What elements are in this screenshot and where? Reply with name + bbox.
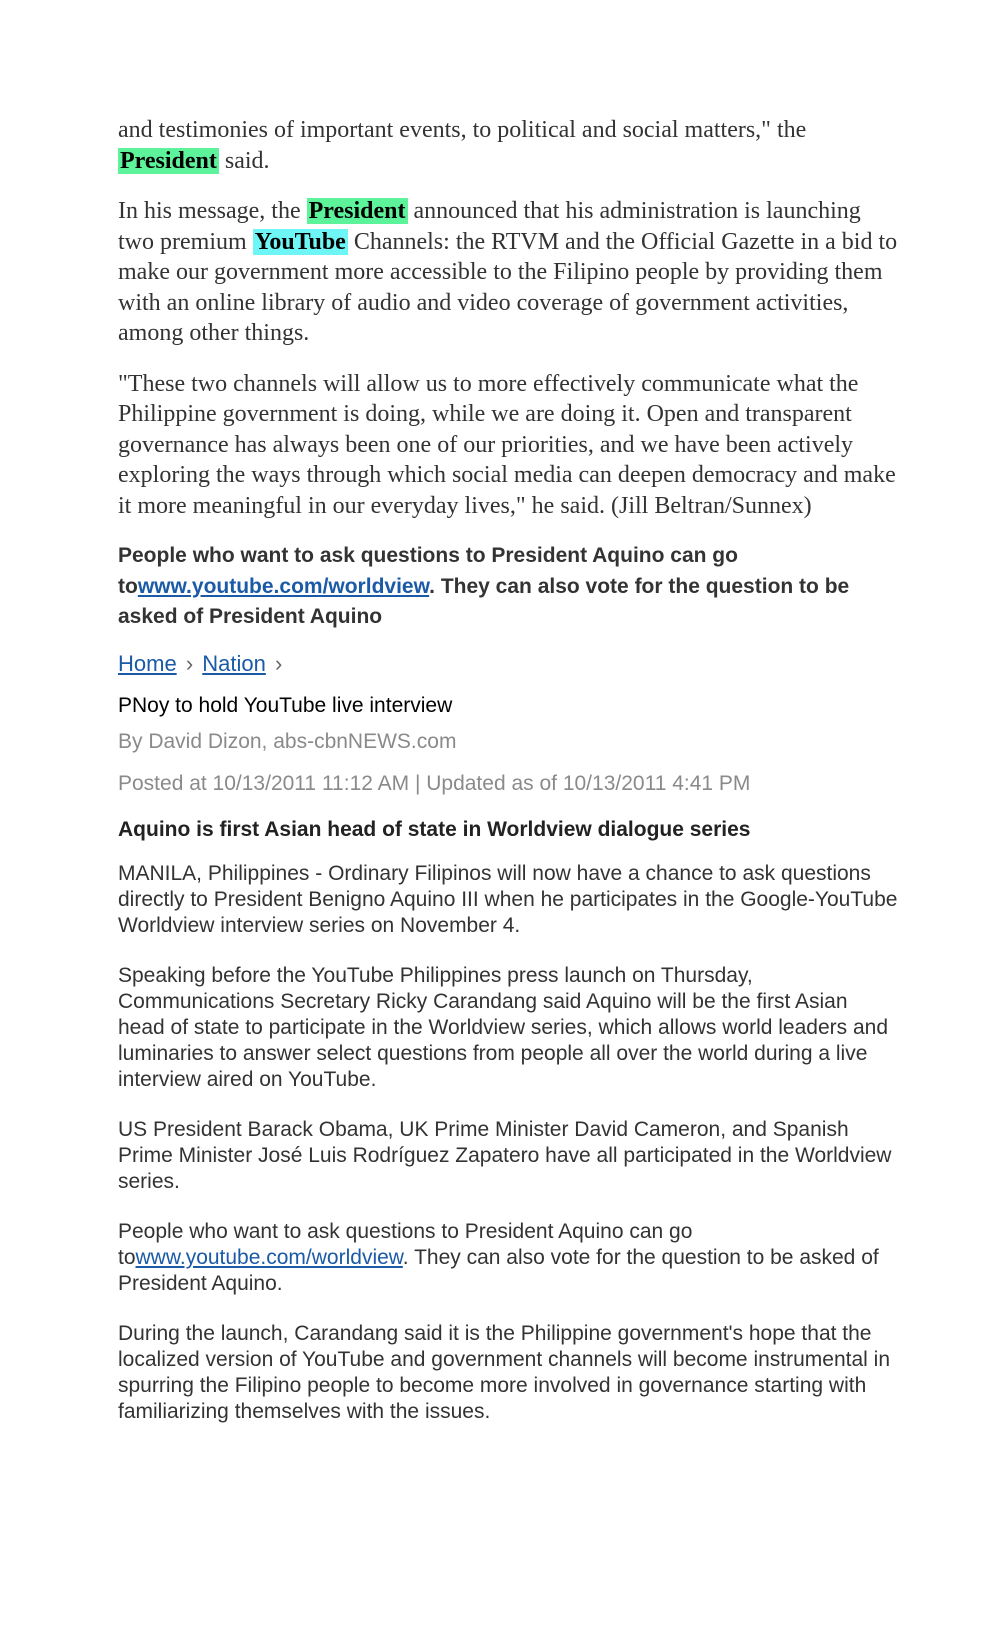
worldview-link[interactable]: www.youtube.com/worldview [137,574,430,598]
highlight-president: President [120,147,217,174]
highlight-president: President [308,198,406,224]
article-headline: PNoy to hold YouTube live interview [118,693,453,717]
text: and testimonies of important events, to political and social matters," the [118,117,807,143]
worldview-link[interactable]: www.youtube.com/worldview [135,1245,403,1269]
text: Channels: the RTVM and the Official Gazette in a bid to make our government more accessible to the Filipino people by providing them with an online library of audio and video coverage of government activities, among other things. [118,228,898,346]
article-paragraph: Speaking before the YouTube Philippines press launch on Thursday, Communications Secretary Ricky Carandang said Aquino will be the first Asian head of state to participate in the Worldview series, which allows world leaders and luminaries to answer select questions from people all over the world during a live interview aired on YouTube. [118,963,889,1091]
text: said. [218,147,270,174]
chevron-right-icon: › [185,650,194,676]
article-subhead: Aquino is first Asian head of state in Worldview dialogue series [118,817,751,841]
article-timestamp: Posted at 10/13/2011 11:12 AM | Updated as of 10/13/2011 4:41 PM [118,771,751,795]
message-paragraph [118,196,898,349]
text: In his message, the [118,198,307,224]
breadcrumb [118,649,898,679]
article-paragraph [118,1219,898,1297]
breadcrumb-nation-link[interactable]: Nation [202,650,266,676]
text: . They can also vote for the question to be asked of President Aquino. [118,1245,879,1295]
article-paragraph: MANILA, Philippines - Ordinary Filipinos will now have a chance to ask questions directly to President Benigno Aquino III when he participates in the Google-YouTube Worldview interview series on November 4. [118,861,898,937]
text: People who want to ask questions to President Aquino can go to [118,544,738,598]
breadcrumb-home-link[interactable]: Home [118,650,177,676]
text: People who want to ask questions to President Aquino can go to [118,1219,693,1269]
channels-quote-paragraph: "These two channels will allow us to more effectively communicate what the Philippine government is doing, while we are doing it. Open and transparent governance has always been one of our priorities, and we have been actively exploring the ways through which social media can deepen democracy and make it more meaningful in our everyday lives," he said. (Jill Beltran/Sunnex) [118,370,896,519]
document-page [118,115,898,1449]
text: announced that his administration is launching two premium [118,198,861,255]
article-paragraph: During the launch, Carandang said it is the Philippine government's hope that the localized version of YouTube and government channels will become instrumental in spurring the Filipino people to become more involved in governance starting with familiarizing themselves with the issues. [118,1321,891,1423]
chevron-right-icon: › [274,650,283,676]
ask-questions-bold-paragraph [118,541,898,633]
article-byline: By David Dizon, abs-cbnNEWS.com [118,729,457,753]
quote-paragraph-end [118,115,898,176]
article-paragraph: US President Barack Obama, UK Prime Minister David Cameron, and Spanish Prime Minister José Luis Rodríguez Zapatero have all participated in the Worldview series. [118,1117,892,1193]
text: . They can also vote for the question to be asked of President Aquino [118,574,850,628]
highlight-youtube: YouTube [254,228,346,255]
